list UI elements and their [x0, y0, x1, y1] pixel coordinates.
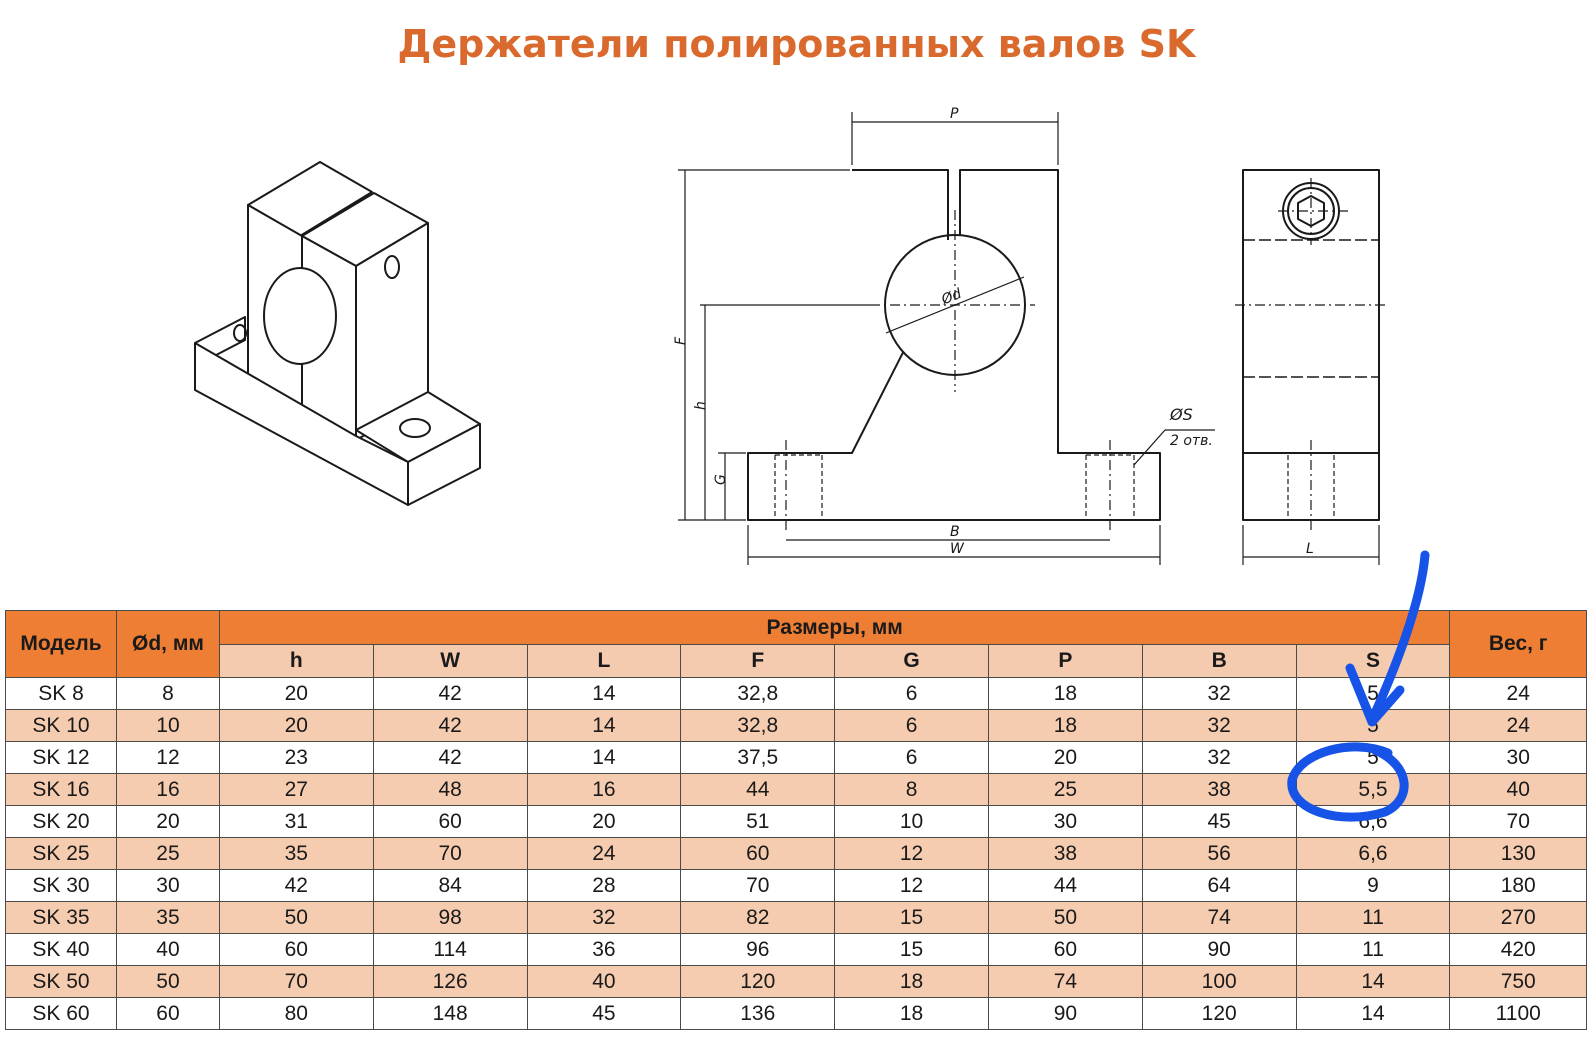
cell-f: 44	[681, 774, 835, 806]
cell-s: 11	[1296, 934, 1450, 966]
header-l: L	[527, 645, 681, 678]
cell-diameter: 8	[117, 678, 220, 710]
cell-b: 32	[1142, 742, 1296, 774]
cell-s: 14	[1296, 998, 1450, 1030]
label-d: Ød	[939, 285, 964, 309]
label-l: L	[1306, 541, 1314, 557]
cell-h: 80	[219, 998, 373, 1030]
cell-p: 20	[988, 742, 1142, 774]
label-b: B	[950, 524, 960, 540]
cell-s: 6,6	[1296, 838, 1450, 870]
cell-s: 5	[1296, 742, 1450, 774]
cell-b: 90	[1142, 934, 1296, 966]
cell-l: 28	[527, 870, 681, 902]
table-row	[6, 710, 1587, 742]
cell-l: 36	[527, 934, 681, 966]
header-dimensions: Размеры, мм	[219, 611, 1450, 645]
cell-w: 60	[373, 806, 527, 838]
cell-l: 20	[527, 806, 681, 838]
cell-h: 23	[219, 742, 373, 774]
cell-h: 42	[219, 870, 373, 902]
cell-g: 18	[835, 966, 989, 998]
cell-diameter: 60	[117, 998, 220, 1030]
header-w: W	[373, 645, 527, 678]
cell-p: 90	[988, 998, 1142, 1030]
cell-h: 31	[219, 806, 373, 838]
header-diameter: Ød, мм	[117, 611, 220, 678]
cell-b: 64	[1142, 870, 1296, 902]
cell-weight: 30	[1450, 742, 1587, 774]
cell-diameter: 40	[117, 934, 220, 966]
cell-b: 74	[1142, 902, 1296, 934]
cell-p: 60	[988, 934, 1142, 966]
header-model: Модель	[6, 611, 117, 678]
cell-h: 70	[219, 966, 373, 998]
cell-h: 20	[219, 710, 373, 742]
cell-s: 9	[1296, 870, 1450, 902]
table-row	[6, 806, 1587, 838]
cell-weight: 24	[1450, 710, 1587, 742]
cell-b: 56	[1142, 838, 1296, 870]
cell-w: 42	[373, 710, 527, 742]
front-view	[678, 112, 1215, 565]
cell-b: 120	[1142, 998, 1296, 1030]
cell-weight: 270	[1450, 902, 1587, 934]
cell-s: 6,6	[1296, 806, 1450, 838]
cell-model: SK 25	[6, 838, 117, 870]
header-b: B	[1142, 645, 1296, 678]
cell-p: 44	[988, 870, 1142, 902]
cell-weight: 1100	[1450, 998, 1587, 1030]
cell-h: 50	[219, 902, 373, 934]
cell-l: 32	[527, 902, 681, 934]
cell-w: 84	[373, 870, 527, 902]
cell-model: SK 20	[6, 806, 117, 838]
cell-f: 96	[681, 934, 835, 966]
cell-g: 6	[835, 742, 989, 774]
cell-l: 14	[527, 678, 681, 710]
cell-s: 5	[1296, 678, 1450, 710]
table-row	[6, 998, 1587, 1030]
cell-g: 12	[835, 838, 989, 870]
cell-w: 126	[373, 966, 527, 998]
isometric-view	[195, 162, 480, 505]
cell-weight: 420	[1450, 934, 1587, 966]
side-view	[1235, 170, 1388, 565]
header-g: G	[835, 645, 989, 678]
cell-w: 148	[373, 998, 527, 1030]
cell-w: 48	[373, 774, 527, 806]
header-p: P	[988, 645, 1142, 678]
cell-g: 15	[835, 902, 989, 934]
cell-b: 100	[1142, 966, 1296, 998]
table-row	[6, 870, 1587, 902]
cell-s: 5,5	[1296, 774, 1450, 806]
cell-f: 32,8	[681, 678, 835, 710]
cell-p: 18	[988, 678, 1142, 710]
cell-p: 50	[988, 902, 1142, 934]
cell-weight: 40	[1450, 774, 1587, 806]
cell-s: 5	[1296, 710, 1450, 742]
table-row	[6, 966, 1587, 998]
cell-l: 24	[527, 838, 681, 870]
cell-diameter: 16	[117, 774, 220, 806]
cell-diameter: 35	[117, 902, 220, 934]
table-row	[6, 774, 1587, 806]
cell-model: SK 30	[6, 870, 117, 902]
cell-model: SK 35	[6, 902, 117, 934]
cell-h: 35	[219, 838, 373, 870]
cell-model: SK 16	[6, 774, 117, 806]
cell-weight: 750	[1450, 966, 1587, 998]
cell-diameter: 50	[117, 966, 220, 998]
label-g: G	[713, 474, 729, 485]
cell-w: 114	[373, 934, 527, 966]
cell-b: 45	[1142, 806, 1296, 838]
cell-p: 25	[988, 774, 1142, 806]
header-s: S	[1296, 645, 1450, 678]
cell-f: 51	[681, 806, 835, 838]
header-f: F	[681, 645, 835, 678]
header-h: h	[219, 645, 373, 678]
cell-f: 120	[681, 966, 835, 998]
cell-p: 18	[988, 710, 1142, 742]
cell-f: 37,5	[681, 742, 835, 774]
cell-p: 30	[988, 806, 1142, 838]
cell-diameter: 25	[117, 838, 220, 870]
cell-s: 14	[1296, 966, 1450, 998]
cell-model: SK 40	[6, 934, 117, 966]
cell-s: 11	[1296, 902, 1450, 934]
cell-w: 70	[373, 838, 527, 870]
cell-f: 32,8	[681, 710, 835, 742]
cell-diameter: 10	[117, 710, 220, 742]
table-row	[6, 742, 1587, 774]
cell-h: 27	[219, 774, 373, 806]
cell-weight: 24	[1450, 678, 1587, 710]
cell-model: SK 60	[6, 998, 117, 1030]
header-weight: Вес, г	[1450, 611, 1587, 678]
label-s: ØS	[1170, 405, 1193, 424]
label-w: W	[950, 541, 964, 557]
table-row	[6, 838, 1587, 870]
cell-diameter: 20	[117, 806, 220, 838]
spec-table	[5, 610, 1587, 1030]
label-f: F	[673, 336, 689, 345]
table-row	[6, 934, 1587, 966]
cell-weight: 130	[1450, 838, 1587, 870]
cell-b: 32	[1142, 678, 1296, 710]
label-p: P	[950, 106, 959, 122]
cell-g: 8	[835, 774, 989, 806]
cell-model: SK 10	[6, 710, 117, 742]
cell-g: 12	[835, 870, 989, 902]
cell-w: 42	[373, 742, 527, 774]
cell-f: 82	[681, 902, 835, 934]
cell-weight: 180	[1450, 870, 1587, 902]
cell-w: 98	[373, 902, 527, 934]
cell-g: 18	[835, 998, 989, 1030]
cell-weight: 70	[1450, 806, 1587, 838]
cell-g: 6	[835, 710, 989, 742]
cell-model: SK 12	[6, 742, 117, 774]
cell-b: 38	[1142, 774, 1296, 806]
cell-h: 20	[219, 678, 373, 710]
cell-f: 136	[681, 998, 835, 1030]
cell-b: 32	[1142, 710, 1296, 742]
cell-w: 42	[373, 678, 527, 710]
table-row	[6, 902, 1587, 934]
cell-p: 74	[988, 966, 1142, 998]
cell-g: 15	[835, 934, 989, 966]
cell-diameter: 12	[117, 742, 220, 774]
label-h: h	[693, 401, 709, 410]
cell-f: 60	[681, 838, 835, 870]
cell-g: 10	[835, 806, 989, 838]
cell-l: 14	[527, 742, 681, 774]
cell-p: 38	[988, 838, 1142, 870]
table-row	[6, 678, 1587, 710]
page-title: Держатели полированных валов SK	[397, 22, 1196, 66]
cell-h: 60	[219, 934, 373, 966]
cell-f: 70	[681, 870, 835, 902]
cell-g: 6	[835, 678, 989, 710]
cell-diameter: 30	[117, 870, 220, 902]
cell-l: 14	[527, 710, 681, 742]
cell-l: 16	[527, 774, 681, 806]
label-holes: 2 отв.	[1170, 433, 1213, 449]
cell-model: SK 50	[6, 966, 117, 998]
cell-l: 45	[527, 998, 681, 1030]
cell-model: SK 8	[6, 678, 117, 710]
cell-l: 40	[527, 966, 681, 998]
